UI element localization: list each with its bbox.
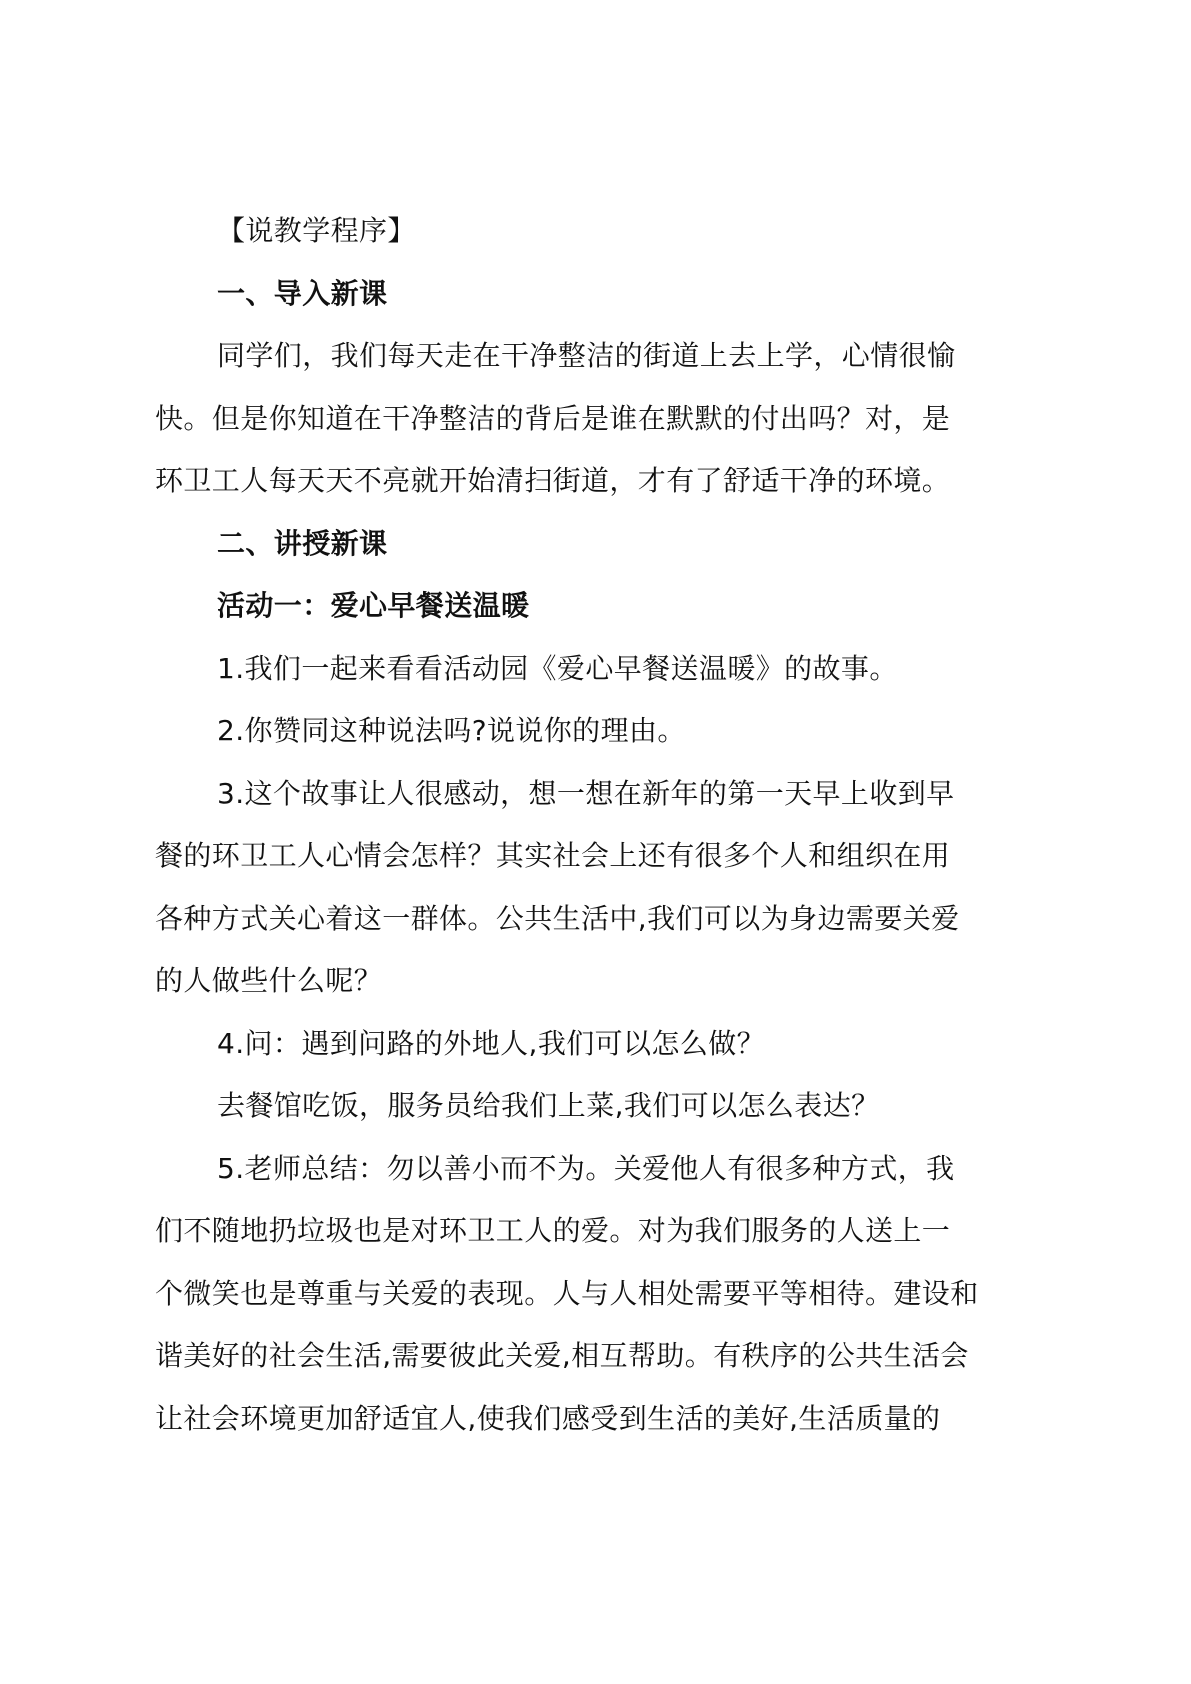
heading-teach-new-lesson: 二、讲授新课 [217, 526, 388, 560]
document-body [155, 200, 1037, 1450]
paragraph-line: 去餐馆吃饭，服务员给我们上菜,我们可以怎么表达？ [217, 1089, 880, 1122]
paragraph-line: 让社会环境更加舒适宜人,使我们感受到生活的美好,生活质量的 [155, 1401, 941, 1435]
paragraph-line: 的人做些什么呢？ [155, 964, 383, 997]
heading-activity-one: 活动一：爱心早餐送温暖 [217, 589, 530, 622]
list-item-5: 5.老师总结：勿以善小而不为。关爱他人有很多种方式，我 [217, 1151, 955, 1185]
paragraph-line: 餐的环卫工人心情会怎样？其实社会上还有很多个人和组织在用 [155, 839, 951, 872]
paragraph-line: 们不随地扔垃圾也是对环卫工人的爱。对为我们服务的人送上一 [155, 1214, 951, 1247]
list-item-3: 3.这个故事让人很感动，想一想在新年的第一天早上收到早 [217, 776, 955, 810]
list-item-1: 1.我们一起来看看活动园《爱心早餐送温暖》的故事。 [217, 651, 898, 685]
heading-introduce-new-lesson: 一、导入新课 [217, 276, 388, 310]
paragraph-line: 谐美好的社会生活,需要彼此关爱,相互帮助。有秩序的公共生活会 [155, 1339, 969, 1372]
list-item-2: 2.你赞同这种说法吗?说说你的理由。 [217, 714, 686, 747]
paragraph-line: 快。但是你知道在干净整洁的背后是谁在默默的付出吗？对，是 [155, 401, 951, 435]
paragraph-line: 同学们，我们每天走在干净整洁的街道上去上学，心情很愉 [217, 339, 956, 372]
list-item-4: 4.问：遇到问路的外地人,我们可以怎么做？ [217, 1026, 766, 1060]
paragraph-line: 个微笑也是尊重与关爱的表现。人与人相处需要平等相待。建设和 [155, 1276, 979, 1310]
section-heading-teaching-procedure: 【说教学程序】 [217, 214, 416, 247]
paragraph-line: 各种方式关心着这一群体。公共生活中,我们可以为身边需要关爱 [155, 901, 960, 935]
paragraph-line: 环卫工人每天天不亮就开始清扫街道，才有了舒适干净的环境。 [155, 464, 951, 497]
